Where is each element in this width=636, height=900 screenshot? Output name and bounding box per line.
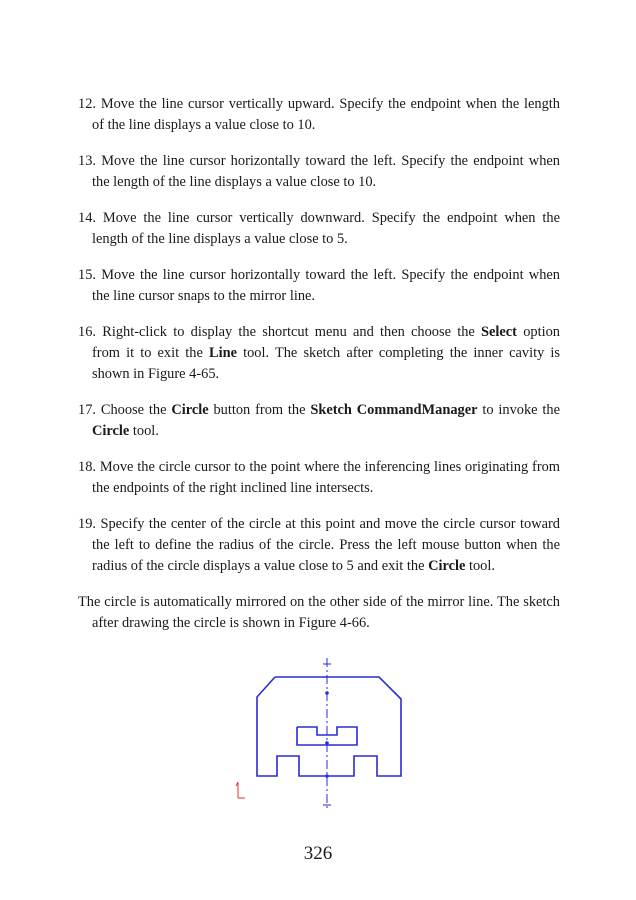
step-13 <box>78 151 560 193</box>
step-17 <box>78 400 560 442</box>
step-text: tool. The sketch after completing the inner cavity is shown in Figure 4-65. <box>92 345 560 382</box>
step-16 <box>78 322 560 385</box>
step-text: button from the <box>208 402 311 418</box>
outer-profile <box>257 677 401 776</box>
step-text: Move the line cursor horizontally toward the left. Specify the endpoint when the line cursor snaps to the mirror line. <box>92 267 560 304</box>
step-text: Move the circle cursor to the point where the inferencing lines originating from the endpoints of the right inclined line intersects. <box>92 459 561 496</box>
bold-term: Select <box>481 324 517 340</box>
step-text: Choose the <box>100 402 172 418</box>
origin-icon <box>236 782 245 798</box>
step-number: 12. <box>78 96 96 112</box>
step-number: 19. <box>78 516 96 532</box>
bold-term: Line <box>208 345 237 361</box>
step-18 <box>78 457 560 499</box>
step-number: 18. <box>78 459 96 475</box>
step-19 <box>78 514 560 577</box>
page-number: 326 <box>303 843 333 864</box>
step-14 <box>78 208 560 250</box>
step-12 <box>78 94 560 136</box>
step-number: 17. <box>78 402 96 418</box>
step-text: tool. <box>465 558 495 574</box>
step-text: option from it to exit the <box>92 324 560 361</box>
closing-paragraph: The circle is automatically mirrored on the other side of the mirror line. The sketch after drawing the circle is shown in Figure 4-66. <box>78 594 560 631</box>
bold-term: Sketch CommandManager <box>310 402 478 418</box>
step-text: Right-click to display the shortcut menu and then choose the <box>102 324 482 340</box>
step-list <box>78 94 560 577</box>
figure-sketch <box>224 655 414 815</box>
step-text: tool. <box>129 423 159 439</box>
step-text: Move the line cursor vertically upward. Specify the endpoint when the length of the line displays a value close to 10. <box>92 96 561 133</box>
step-number: 14. <box>78 210 96 226</box>
document-body <box>78 94 560 649</box>
step-text: Move the line cursor vertically downward. Specify the endpoint when the length of the line displays a value close to 5. <box>92 210 560 247</box>
step-number: 13. <box>78 153 96 169</box>
bold-term: Circle <box>92 423 130 439</box>
step-15 <box>78 265 560 307</box>
bold-term: Circle <box>428 558 466 574</box>
bold-term: Circle <box>171 402 209 418</box>
step-text: to invoke the <box>477 402 560 418</box>
step-text: Specify the center of the circle at this point and move the circle cursor toward the left to define the radius of the circle. Press the left mouse button when the radius of the circle displays a value close to 5 and exit the <box>92 516 560 574</box>
step-text: Move the line cursor horizontally toward the left. Specify the endpoint when the length of the line displays a value close to 10. <box>92 153 560 190</box>
step-number: 16. <box>78 324 96 340</box>
step-number: 15. <box>78 267 96 283</box>
